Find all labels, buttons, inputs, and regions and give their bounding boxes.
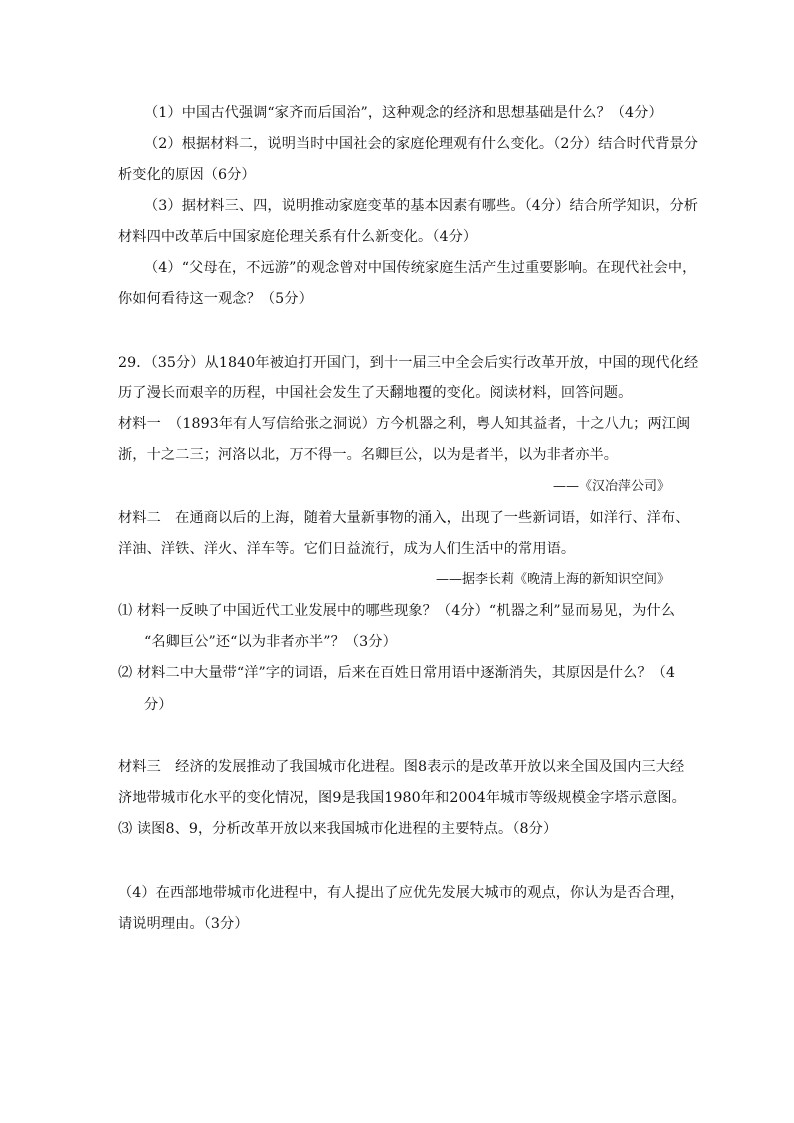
material-3-line-2: 济地带城市化水平的变化情况，图9是我国1980年和2004年城市等级规模金字塔示意图。: [118, 790, 686, 806]
question-1: （1）中国古代强调“家齐而后国治”，这种观念的经济和思想基础是什么？（4分）: [144, 105, 663, 121]
question-4-line-1: （4）“父母在，不远游”的观念曾对中国传统家庭生活产生过重要影响。在现代社会中，: [144, 260, 697, 276]
material-2-line-2: 洋油、洋铁、洋火、洋车等。它们日益流行，成为人们生活中的常用语。: [118, 541, 576, 557]
material-1-line-2: 浙，十之二三；河洛以北，万不得一。名卿巨公，以为是者半，以为非者亦半。: [118, 447, 619, 463]
question-3-line-1: （3）据材料三、四，说明推动家庭变革的基本因素有哪些。（4分）结合所学知识，分析: [144, 198, 699, 214]
question-29-intro-line-2: 历了漫长而艰辛的历程，中国社会发生了天翻地覆的变化。阅读材料，回答问题。: [118, 385, 633, 401]
sub-question-3: ⑶ 读图8、9，分析改革开放以来我国城市化进程的主要特点。（8分）: [118, 821, 558, 837]
sub-question-1-line-2: “名卿巨公”还“以为非者亦半”？（3分）: [144, 634, 397, 650]
sub-question-4-line-2: 请说明理由。（3分）: [118, 916, 249, 932]
question-4-line-2: 你如何看待这一观念？（5分）: [118, 291, 313, 307]
sub-question-2-line-1: ⑵ 材料二中大量带“洋”字的词语，后来在百姓日常用语中逐渐消失，其原因是什么？（4: [118, 665, 676, 681]
question-2-line-2: 析变化的原因（6分）: [118, 167, 256, 183]
material-1-source: ——《汉冶萍公司》: [552, 479, 670, 494]
question-29-intro-line-1: 29．（35分）从1840年被迫打开国门，到十一届三中全会后实行改革开放，中国的现代化经: [118, 355, 699, 371]
material-2-line-1: 材料二 在通商以后的上海，随着大量新事物的涌入，出现了一些新词语，如洋行、洋布、: [118, 510, 690, 526]
material-1-line-1: 材料一 （1893年有人写信给张之洞说）方今机器之利，粤人知其益者，十之八九；两江闽: [118, 416, 691, 432]
question-2-line-1: （2）根据材料二，说明当时中国社会的家庭伦理观有什么变化。（2分）结合时代背景分: [144, 136, 699, 152]
sub-question-2-line-2: 分）: [144, 697, 173, 713]
material-3-line-1: 材料三 经济的发展推动了我国城市化进程。图8表示的是改革开放以来全国及国内三大经: [118, 759, 685, 775]
sub-question-1-line-1: ⑴ 材料一反映了中国近代工业发展中的哪些现象？（4分）“机器之利”显而易见，为什么: [118, 603, 676, 619]
sub-question-4-line-1: （4）在西部地带城市化进程中，有人提出了应优先发展大城市的观点，你认为是否合理，: [118, 885, 685, 901]
question-3-line-2: 材料四中改革后中国家庭伦理关系有什么新变化。（4分）: [118, 229, 478, 245]
material-2-source: ——据李长莉《晚清上海的新知识空间》: [435, 572, 670, 587]
